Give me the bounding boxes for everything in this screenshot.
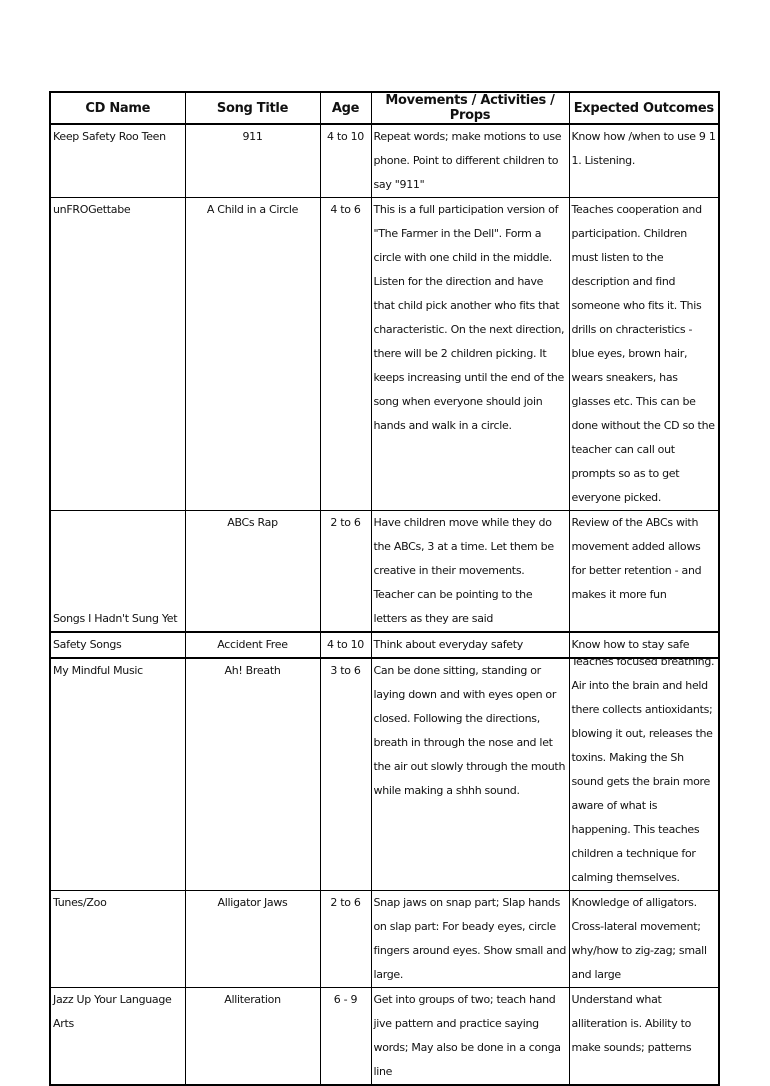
movements-cell: Have children move while they do the ABCs, 3 at a time. Let them be creative in their movements. Teacher can be pointing to the letters as they are said [371, 511, 569, 633]
outcomes-cell: Know how /when to use 9 1 1. Listening. [569, 124, 719, 198]
table-row [50, 632, 719, 658]
table-row [50, 124, 719, 198]
cd-name-cell: Keep Safety Roo Teen [50, 124, 185, 198]
song-title-cell: A Child in a Circle [185, 198, 320, 511]
movements-cell: Repeat words; make motions to use phone. Point to different children to say "911" [371, 124, 569, 198]
outcomes-cell: Knowledge of alligators. Cross-lateral movement; why/how to zig-zag; small and large [569, 891, 719, 988]
cd-name-cell: Safety Songs [50, 632, 185, 658]
age-cell: 2 to 6 [320, 891, 371, 988]
table-row [50, 988, 719, 1086]
table-row [50, 198, 719, 511]
age-cell: 2 to 6 [320, 511, 371, 633]
header-age: Age [320, 92, 371, 124]
age-cell: 4 to 10 [320, 124, 371, 198]
outcomes-cell: Understand what alliteration is. Ability to make sounds; patterns [569, 988, 719, 1086]
outcomes-cell [569, 658, 719, 891]
table-row [50, 658, 719, 891]
movements-cell: Can be done sitting, standing or laying down and with eyes open or closed. Following the directions, breath in through the nose and let the air out slowly through the mouth while making a shhh sound. [371, 658, 569, 891]
song-title-cell: Alliteration [185, 988, 320, 1086]
age-cell: 3 to 6 [320, 658, 371, 891]
cd-name-cell: My Mindful Music [50, 658, 185, 891]
movements-cell: Get into groups of two; teach hand jive pattern and practice saying words; May also be done in a conga line [371, 988, 569, 1086]
cd-name-cell: Songs I Hadn't Sung Yet [50, 511, 185, 633]
header-movements: Movements / Activities / Props [371, 92, 569, 124]
cd-name-cell: Jazz Up Your Language Arts [50, 988, 185, 1086]
song-activities-table [49, 91, 720, 1086]
header-cd-name: CD Name [50, 92, 185, 124]
header-row [50, 92, 719, 124]
cd-name-cell: unFROGettabe [50, 198, 185, 511]
movements-cell: Snap jaws on snap part; Slap hands on slap part: For beady eyes, circle fingers around eyes. Show small and large. [371, 891, 569, 988]
movements-cell: This is a full participation version of "The Farmer in the Dell". Form a circle with one child in the middle. Listen for the direction and have that child pick another who fits that characteristic. On the next direction, there will be 2 children picking. It keeps increasing until the end of the song when everyone should join hands and walk in a circle. [371, 198, 569, 511]
outcomes-cell: Teaches cooperation and participation. Children must listen to the description and find someone who fits it. This drills on chracteristics - blue eyes, brown hair, wears sneakers, has glasses etc. This can be done without the CD so the teacher can call out prompts so as to get everyone picked. [569, 198, 719, 511]
age-cell: 4 to 10 [320, 632, 371, 658]
song-title-cell: Accident Free [185, 632, 320, 658]
outcomes-text: Teaches focused breathing. Air into the brain and held there collects antioxidants; blowing it out, releases the toxins. Making the Sh sound gets the brain more aware of what is happening. This teaches children a technique for calming themselves. [571, 658, 715, 884]
header-song-title: Song Title [185, 92, 320, 124]
outcomes-cell: Know how to stay safe [569, 632, 719, 658]
song-title-cell: Alligator Jaws [185, 891, 320, 988]
age-cell: 6 - 9 [320, 988, 371, 1086]
header-expected-outcomes: Expected Outcomes [569, 92, 719, 124]
cd-name-cell: Tunes/Zoo [50, 891, 185, 988]
song-title-cell: 911 [185, 124, 320, 198]
table-row [50, 891, 719, 988]
movements-cell: Think about everyday safety [371, 632, 569, 658]
table-row [50, 511, 719, 633]
song-title-cell: Ah! Breath [185, 658, 320, 891]
song-title-cell: ABCs Rap [185, 511, 320, 633]
age-cell: 4 to 6 [320, 198, 371, 511]
outcomes-cell: Review of the ABCs with movement added allows for better retention - and makes it more fun [569, 511, 719, 633]
